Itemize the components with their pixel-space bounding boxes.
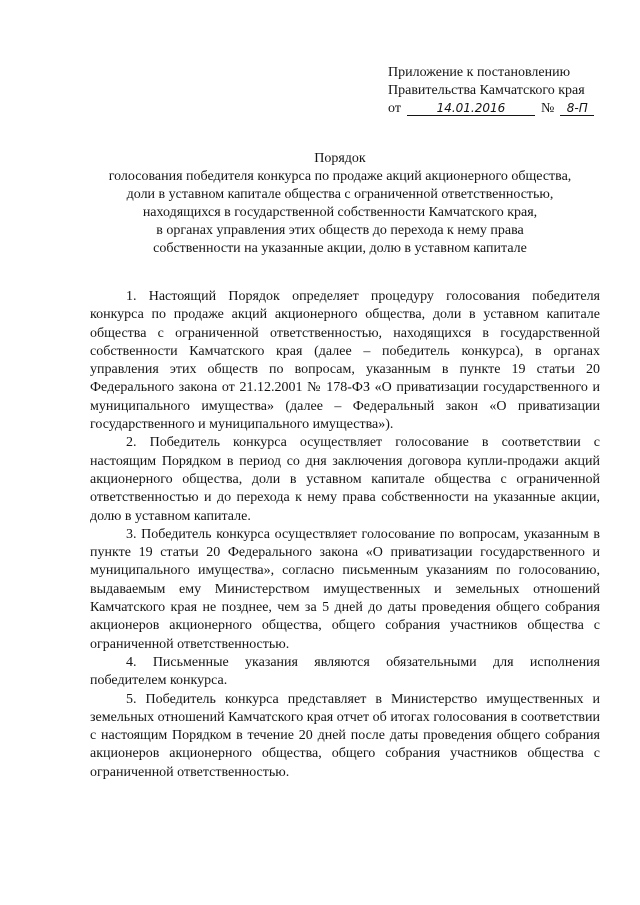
appendix-line-2: Правительства Камчатского края: [388, 83, 585, 98]
number-prefix: №: [540, 101, 555, 116]
paragraph-2: 2. Победитель конкурса осуществляет голосование в соответствии с настоящим Порядком в период со дня заключения договора купли-продажи акций акционерного общества, доли в уставном капитале общества с ограниченной ответственностью и до перехода к нему права собственности на указанные акции, долю в уставном капитале.: [90, 435, 600, 524]
paragraph-4: 4. Письменные указания являются обязательными для исполнения победителем конкурса.: [90, 654, 600, 689]
title-line: голосования победителя конкурса по продаже акций акционерного общества,: [108, 169, 572, 184]
paragraph-5: 5. Победитель конкурса представляет в Министерство имущественных и земельных отношений Камчатского края отчет об итогах голосования в соответствии с настоящим Порядком в течение 20 дней после даты проведения общего собрания акционеров акционерного общества, общего собрания участников общества с ограниченной ответственностью.: [90, 691, 600, 780]
appendix-header: [388, 64, 608, 118]
date-prefix: от: [388, 101, 401, 116]
title-line: доли в уставном капитале общества с ограниченной ответственностью,: [126, 187, 554, 202]
title-heading: Порядок: [314, 151, 366, 166]
title-line: в органах управления этих обществ до перехода к нему права: [156, 223, 524, 238]
document-title: [70, 150, 610, 258]
resolution-date-number-row: [388, 100, 608, 118]
paragraph-3: 3. Победитель конкурса осуществляет голосование по вопросам, указанным в пункте 19 статьи 20 Федерального закона «О приватизации государственного и муниципального имущества», согласно письменным указаниям по голосованию, выдаваемым ему Министерством имущественных и земельных отношений Камчатского края не позднее, чем за 5 дней до даты проведения общего собрания акционеров акционерного общества, общего собрания участников общества с ограниченной ответственностью.: [90, 526, 600, 652]
resolution-date: 14.01.2016: [407, 101, 535, 116]
paragraph-1: 1. Настоящий Порядок определяет процедуру голосования победителя конкурса по продаже акций акционерного общества, доли в уставном капитале общества с ограниченной ответственностью, находящихся в государственной собственности Камчатского края (далее – победитель конкурса), в органах управления этих обществ по вопросам, указанным в пункте 19 статьи 20 Федерального закона от 21.12.2001 № 178-ФЗ «О приватизации государственного и муниципального имущества» (далее – Федеральный закон «О приватизации государственного и муниципального имущества»).: [90, 289, 600, 433]
title-line: находящихся в государственной собственности Камчатского края,: [142, 205, 538, 220]
resolution-number: 8-П: [560, 101, 594, 116]
document-body: [90, 288, 600, 782]
title-line: собственности на указанные акции, долю в уставном капитале: [153, 241, 527, 256]
appendix-line-1: Приложение к постановлению: [388, 65, 571, 80]
